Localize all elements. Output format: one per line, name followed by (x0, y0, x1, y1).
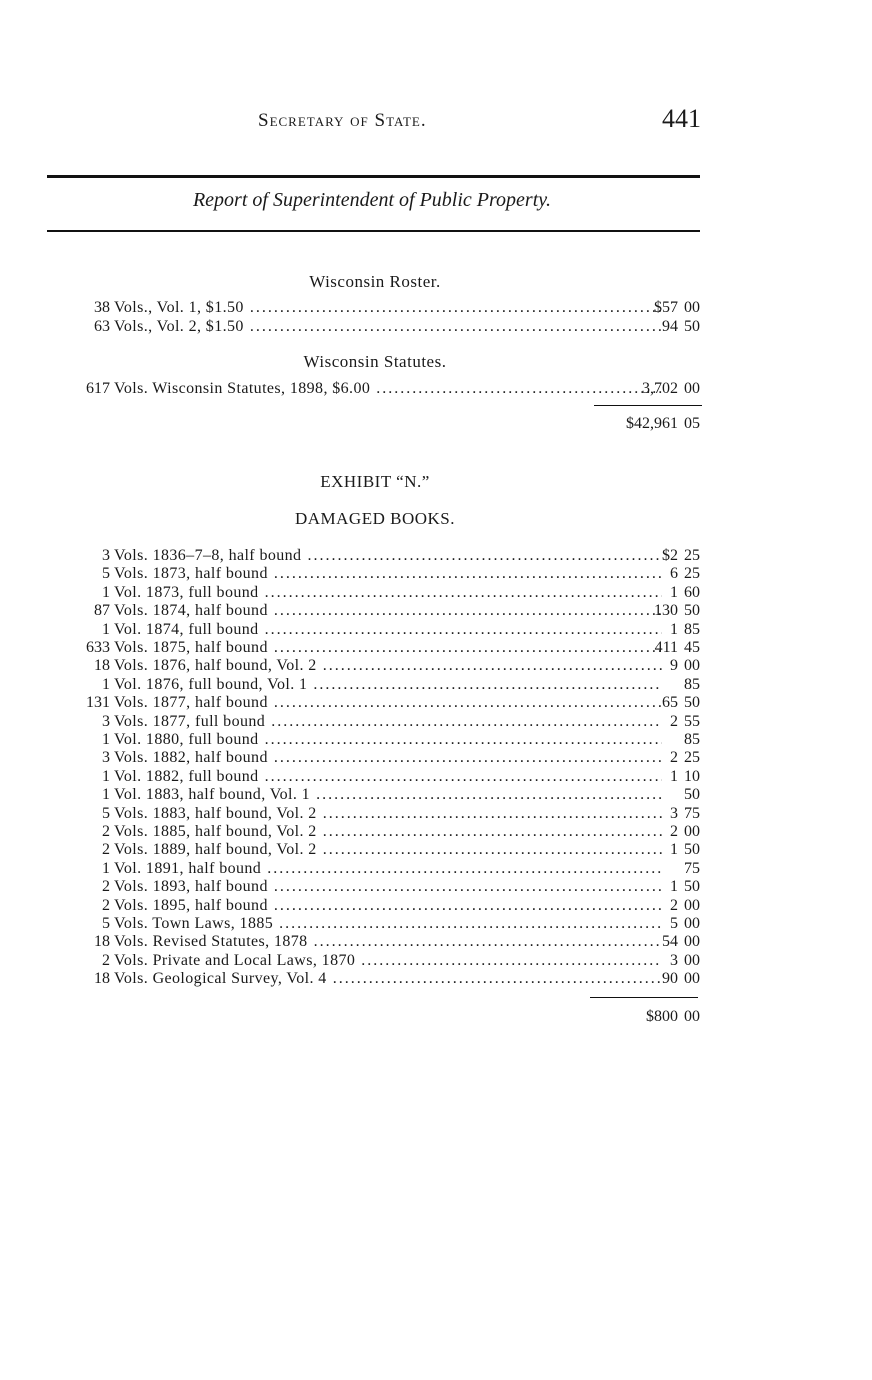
row-quantity: 18 (94, 970, 110, 988)
row-quantity: 18 (94, 657, 110, 675)
row-quantity: 2 (102, 951, 110, 969)
exhibit-heading: DAMAGED BOOKS. (294, 509, 455, 528)
ledger-row (70, 379, 710, 398)
row-description: Vols. 1875, half bound ..... (114, 638, 662, 657)
row-description: Vol. 1874, full bound ..... (114, 620, 662, 639)
row-dollars: $57 (654, 299, 678, 316)
row-description: Vol. 1891, half bound ..... (114, 859, 662, 878)
table-row (70, 859, 710, 878)
row-dollars: 90 (662, 970, 678, 988)
row-description: Vols. Geological Survey, Vol. 4 ..... (114, 969, 662, 988)
row-quantity: 38 (94, 299, 110, 316)
total-dollars: $800 (646, 1008, 678, 1025)
table-row (70, 601, 710, 620)
row-quantity: 87 (94, 602, 110, 620)
table-row (70, 822, 710, 841)
row-cents: 00 (684, 896, 700, 914)
row-quantity: 1 (102, 675, 110, 693)
row-quantity: 633 (86, 639, 110, 656)
table-row (70, 951, 710, 970)
row-quantity: 2 (102, 878, 110, 896)
row-dollars: 1 (670, 583, 678, 601)
row-dollars: 130 (654, 602, 678, 620)
row-cents: 00 (684, 915, 700, 932)
table-row (70, 712, 710, 731)
row-description: Vol. 1882, full bound ..... (114, 767, 662, 786)
row-quantity: 131 (86, 694, 110, 712)
table-row (70, 730, 710, 749)
row-description: Vols. 1882, half bound ..... (114, 748, 662, 767)
row-cents: 10 (684, 767, 700, 785)
row-cents: 60 (684, 583, 700, 601)
total-dollars: $42,961 (626, 415, 678, 432)
exhibit-label: EXHIBIT “N.” (320, 472, 430, 491)
row-dollars: 2 (670, 896, 678, 914)
row-description: Vol. 1883, half bound, Vol. 1 ..... (114, 785, 662, 804)
row-cents: 75 (684, 804, 700, 822)
row-cents: 50 (684, 841, 700, 859)
table-row (70, 914, 710, 933)
row-description: Vol. 1873, full bound ..... (114, 583, 662, 602)
ledger-row (70, 317, 710, 336)
row-cents: 25 (684, 749, 700, 767)
row-dollars: 1 (670, 841, 678, 859)
table-row (70, 877, 710, 896)
table-row (70, 896, 710, 915)
row-quantity: 2 (102, 841, 110, 859)
row-cents: 50 (684, 602, 700, 620)
row-dollars: 94 (662, 318, 678, 335)
row-quantity: 2 (102, 823, 110, 840)
row-cents: 00 (684, 951, 700, 969)
row-quantity: 1 (102, 786, 110, 804)
total-rule (594, 405, 702, 406)
row-dollars: 1 (670, 620, 678, 638)
row-cents: 00 (684, 933, 700, 951)
row-description: Vols. 1877, half bound ..... (114, 693, 662, 712)
row-quantity: 5 (102, 804, 110, 822)
running-head-title: Secretary of State. (258, 110, 427, 131)
table-row (70, 693, 710, 712)
row-quantity: 2 (102, 896, 110, 914)
row-description: Vols. 1893, half bound ..... (114, 877, 662, 896)
row-quantity: 1 (102, 731, 110, 748)
row-cents: 00 (684, 380, 700, 397)
row-dollars: 54 (662, 933, 678, 951)
grand-total-row (70, 414, 710, 434)
row-quantity: 3 (102, 547, 110, 564)
total-cents: 05 (684, 415, 700, 432)
bottom-rule (47, 230, 700, 232)
exhibit-total-row (70, 1007, 710, 1027)
row-quantity: 1 (102, 859, 110, 877)
row-dollars: 1 (670, 767, 678, 785)
row-dollars: 65 (662, 694, 678, 712)
row-quantity: 3 (102, 712, 110, 730)
row-description: Vols. 1889, half bound, Vol. 2 ..... (114, 840, 662, 859)
row-quantity: 5 (102, 565, 110, 583)
table-row (70, 969, 710, 988)
row-cents: 50 (684, 878, 700, 896)
table-row (70, 583, 710, 602)
row-cents: 00 (684, 299, 700, 316)
row-quantity: 617 (86, 380, 110, 397)
row-dollars: 3 (670, 951, 678, 969)
total-cents: 00 (684, 1008, 700, 1025)
row-dollars: 3 (670, 804, 678, 822)
row-description: Vols. 1873, half bound ..... (114, 564, 662, 583)
table-row (70, 767, 710, 786)
page-number: 441 (662, 104, 701, 133)
roster-heading: Wisconsin Roster. (309, 272, 441, 291)
row-cents: 00 (684, 970, 700, 988)
row-quantity: 5 (102, 915, 110, 932)
row-description: Vols. Town Laws, 1885 ..... (114, 914, 662, 933)
row-description: Vols. Private and Local Laws, 1870 ..... (114, 951, 662, 970)
row-description: Vol. 1876, full bound, Vol. 1 ..... (114, 675, 662, 694)
report-title: Report of Superintendent of Public Property. (192, 189, 552, 211)
row-quantity: 3 (102, 749, 110, 767)
row-dollars: 3,702 (642, 380, 678, 397)
row-dollars: 2 (670, 823, 678, 840)
row-cents: 75 (684, 859, 700, 877)
table-row (70, 638, 710, 657)
table-row (70, 675, 710, 694)
row-description: Vol. 1880, full bound ..... (114, 730, 662, 749)
row-dollars: 9 (670, 657, 678, 675)
row-description: Vols., Vol. 1, $1.50 ..... (114, 298, 662, 317)
table-row (70, 785, 710, 804)
row-description: Vols. 1876, half bound, Vol. 2 ..... (114, 656, 662, 675)
row-cents: 85 (684, 620, 700, 638)
row-cents: 85 (684, 675, 700, 693)
row-dollars: $2 (662, 547, 678, 564)
row-dollars: 2 (670, 749, 678, 767)
row-cents: 55 (684, 712, 700, 730)
total-rule (590, 997, 698, 998)
row-cents: 50 (684, 694, 700, 712)
table-row (70, 840, 710, 859)
top-rule (47, 175, 700, 178)
statutes-heading: Wisconsin Statutes. (303, 352, 447, 371)
row-quantity: 1 (102, 620, 110, 638)
row-dollars: 2 (670, 712, 678, 730)
ledger-row (70, 298, 710, 317)
row-description: Vols. 1883, half bound, Vol. 2 ..... (114, 804, 662, 823)
row-dollars: 6 (670, 565, 678, 583)
table-row (70, 804, 710, 823)
row-cents: 45 (684, 639, 700, 656)
row-description: Vols. 1836–7–8, half bound ..... (114, 546, 662, 565)
row-dollars: 1 (670, 878, 678, 896)
row-description: Vols. Wisconsin Statutes, 1898, $6.00 ..... (114, 379, 662, 398)
row-quantity: 1 (102, 583, 110, 601)
row-quantity: 18 (94, 933, 110, 951)
table-row (70, 932, 710, 951)
row-dollars: 5 (670, 915, 678, 932)
table-row (70, 748, 710, 767)
row-description: Vols. 1877, full bound ..... (114, 712, 662, 731)
row-dollars: 411 (654, 639, 678, 656)
row-cents: 85 (684, 731, 700, 748)
table-row (70, 546, 710, 565)
table-row (70, 620, 710, 639)
row-description: Vols. 1885, half bound, Vol. 2 ..... (114, 822, 662, 841)
running-head (0, 104, 872, 140)
row-cents: 50 (684, 318, 700, 335)
row-description: Vols., Vol. 2, $1.50 ..... (114, 317, 662, 336)
row-description: Vols. Revised Statutes, 1878 ..... (114, 932, 662, 951)
row-cents: 25 (684, 547, 700, 564)
table-row (70, 656, 710, 675)
row-cents: 50 (684, 786, 700, 804)
row-quantity: 1 (102, 767, 110, 785)
row-description: Vols. 1895, half bound ..... (114, 896, 662, 915)
row-quantity: 63 (94, 318, 110, 335)
row-cents: 25 (684, 565, 700, 583)
row-cents: 00 (684, 657, 700, 675)
row-description: Vols. 1874, half bound ..... (114, 601, 662, 620)
row-cents: 00 (684, 823, 700, 840)
table-row (70, 564, 710, 583)
